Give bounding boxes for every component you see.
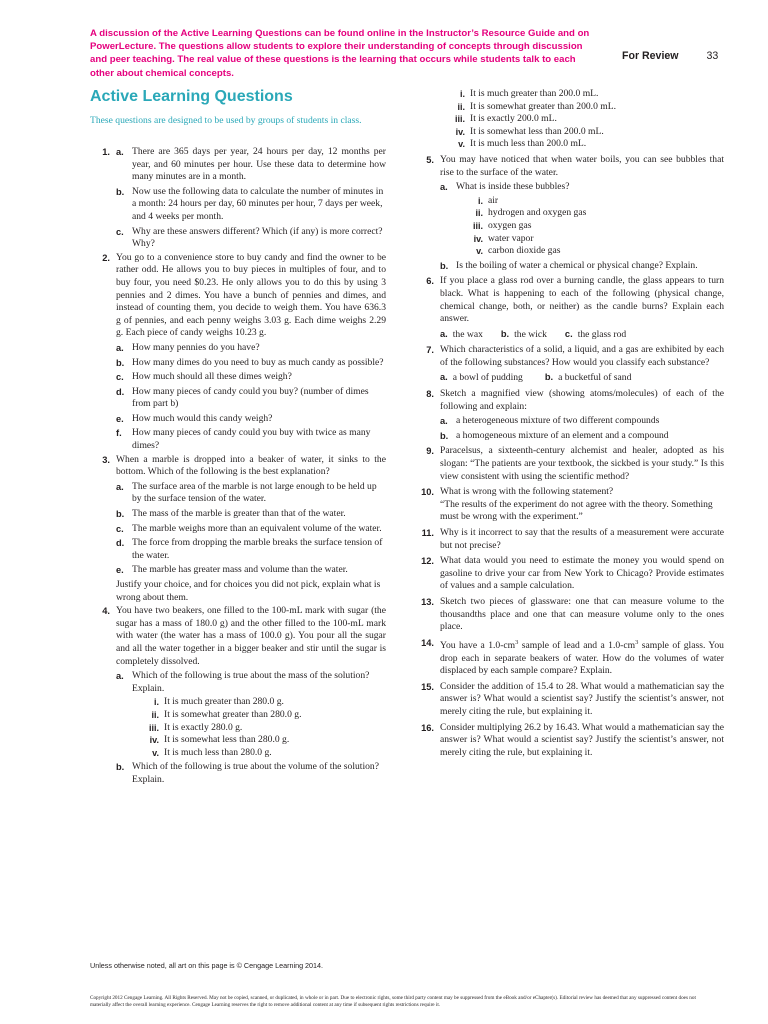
option-text: oxygen gas [488, 219, 532, 231]
part-text: Now use the following data to calculate the number of minutes in a month: 24 hours per day, 60 minutes per hour, 7 days per week, and 4 weeks per month. [132, 185, 384, 222]
question-part [116, 371, 386, 384]
option-item [468, 220, 724, 233]
part-label: a. [440, 328, 448, 339]
inline-parts [440, 328, 724, 342]
option-text: hydrogen and oxygen gas [488, 207, 587, 219]
question-14 [414, 637, 724, 678]
question-text: What data would you need to estimate the money you would spend on gasoline to drive your car from New York to Chicago? Provide estimates of values and a sample calculation. [440, 555, 724, 592]
part-label: b. [116, 509, 125, 520]
option-text: It is somewhat greater than 280.0 g. [164, 708, 302, 720]
question-text: Which characteristics of a solid, a liquid, and a gas are exhibited by each of the following substances? How would you classify each substance? [440, 344, 724, 368]
option-item [144, 709, 386, 722]
option-label: i. [477, 195, 483, 206]
part-text: How many pennies do you have? [132, 341, 260, 353]
question-text-part: sample of glass. You drop each in separate beakers of water. How do the volumes of water displaced by each sample compare? Explain. [440, 639, 724, 677]
question-text: Consider multiplying 26.2 by 16.43. What would a mathematician say the answer is? What would a scientist say? Justify the scientist’s answer, not merely citing the rule, but explaining it. [440, 721, 724, 758]
part-text: How much would this candy weigh? [132, 412, 273, 424]
part-label: a. [116, 671, 124, 682]
right-column [414, 88, 724, 760]
question-part [116, 386, 386, 411]
running-head [622, 50, 718, 62]
option-label: ii. [457, 101, 465, 112]
question-number: 7. [426, 345, 434, 356]
part-label: f. [116, 428, 122, 439]
part-label: e. [116, 565, 124, 576]
part-label: a. [116, 481, 124, 492]
question-part [440, 430, 724, 443]
option-text: It is somewhat greater than 200.0 mL. [470, 100, 617, 112]
option-item [144, 734, 386, 747]
question-part [116, 146, 386, 184]
question-number: 12. [421, 556, 434, 567]
question-part [440, 181, 724, 258]
question-part [116, 564, 386, 577]
part-text: a bowl of pudding [452, 372, 523, 384]
option-item [144, 696, 386, 709]
part-text: Which of the following is true about the mass of the solution? Explain. [132, 670, 370, 694]
part-label: a. [440, 372, 448, 383]
question-6 [414, 275, 724, 341]
question-number: 13. [421, 596, 434, 607]
question-8 [414, 388, 724, 442]
part-text: Is the boiling of water a chemical or physical change? Explain. [456, 259, 698, 271]
option-label: iv. [455, 126, 465, 137]
option-item [450, 101, 724, 114]
part-label: a. [440, 182, 448, 193]
question-part [116, 413, 386, 426]
option-label: iii. [454, 114, 465, 125]
question-number: 8. [426, 389, 434, 400]
instructor-note: A discussion of the Active Learning Questions can be found online in the Instructor’s Resource Guide and on PowerLecture. The questions allow students to explore their understanding of concepts through discussion and peer teaching. The real value of these questions is the learning that occurs while students talk to each other about chemical concepts. [90, 28, 590, 79]
question-quote: “The results of the experiment do not agree with the theory. Something must be wrong with the experiment.” [440, 498, 713, 523]
question-2 [90, 252, 386, 453]
part-label: c. [116, 226, 124, 237]
option-item [144, 722, 386, 735]
superscript: 3 [635, 638, 639, 646]
question-part [116, 186, 386, 224]
question-9 [414, 445, 724, 483]
option-item [450, 126, 724, 139]
question-number: 16. [421, 722, 434, 733]
question-text: Sketch two pieces of glassware: one that can measure volume to the thousandths place and one that can measure volume only to the ones place. [440, 595, 724, 633]
question-5 [414, 154, 724, 272]
question-text: You may have noticed that when water boils, you can see bubbles that rise to the surface of the water. [440, 153, 724, 178]
question-4 [90, 605, 386, 786]
option-text: water vapor [488, 232, 534, 244]
question-number: 3. [102, 454, 110, 465]
question-13 [414, 596, 724, 634]
question-part [440, 260, 724, 273]
part-text: The mass of the marble is greater than that of the water. [132, 508, 346, 520]
question-part [116, 670, 386, 759]
option-label: iii. [472, 220, 483, 231]
part-label: c. [116, 372, 124, 383]
part-label: a. [116, 342, 124, 353]
question-16 [414, 722, 724, 760]
question-part [116, 523, 386, 536]
left-column [90, 146, 386, 788]
question-number: 2. [102, 252, 110, 263]
question-10 [414, 486, 724, 524]
question-part [116, 508, 386, 521]
question-text: Why is it incorrect to say that the results of a measurement were accurate but not precise? [440, 527, 724, 551]
question-11 [414, 527, 724, 552]
part-label: b. [440, 430, 449, 441]
option-list [468, 195, 724, 258]
option-text: It is much less than 200.0 mL. [470, 138, 587, 150]
part-text: How many pieces of candy could you buy with twice as many dimes? [132, 427, 371, 452]
section-title: Active Learning Questions [90, 88, 293, 105]
part-text: How many pieces of candy could you buy? (number of dimes from part b) [132, 385, 369, 410]
option-text: It is exactly 280.0 g. [164, 721, 243, 733]
question-text-part: sample of lead and a 1.0-cm [518, 639, 636, 651]
part-text: The marble has greater mass and volume than the water. [132, 564, 348, 576]
option-text: It is somewhat less than 280.0 g. [164, 734, 290, 746]
part-text: The force from dropping the marble breaks the surface tension of the water. [132, 537, 383, 561]
question-part [116, 537, 386, 562]
part-label: d. [116, 538, 125, 549]
question-part [116, 761, 386, 786]
option-text: It is much greater than 200.0 mL. [470, 88, 599, 99]
part-label: a. [440, 416, 448, 427]
part-text: The marble weighs more than an equivalent volume of the water. [132, 522, 382, 534]
option-item [450, 113, 724, 126]
part-label: b. [440, 260, 449, 271]
part-label: b. [116, 186, 125, 197]
question-number: 14. [421, 637, 434, 648]
option-list [144, 696, 386, 759]
part-text: the wick [514, 328, 547, 340]
question-part [116, 427, 386, 452]
question-text: Sketch a magnified view (showing atoms/molecules) of each of the following and explain: [440, 388, 724, 412]
part-text: What is inside these bubbles? [456, 181, 570, 193]
part-text: How many dimes do you need to buy as much candy as possible? [132, 356, 384, 368]
option-label: iv. [149, 735, 159, 746]
question-followup: Justify your choice, and for choices you did not pick, explain what is wrong about them. [116, 579, 381, 603]
inline-part [545, 371, 632, 385]
question-text-part: You have a 1.0-cm [440, 639, 516, 651]
question-part [440, 415, 724, 428]
part-text: The surface area of the marble is not large enough to be held up by the surface tension of the water. [132, 480, 377, 505]
inline-part [440, 371, 523, 385]
question-1 [90, 146, 386, 251]
question-number: 10. [421, 487, 434, 498]
question-text [440, 637, 724, 678]
part-text: How much should all these dimes weigh? [132, 371, 292, 383]
option-label: ii. [475, 208, 483, 219]
question-part [116, 342, 386, 355]
part-text: the glass rod [577, 328, 627, 340]
question-part [116, 481, 386, 506]
question-text: What is wrong with the following statement? [440, 486, 614, 498]
option-label: i. [153, 697, 159, 708]
option-text: It is much greater than 280.0 g. [164, 696, 284, 708]
part-label: a. [116, 147, 124, 157]
question-part [116, 226, 386, 251]
inline-part [501, 328, 547, 342]
part-text: There are 365 days per year, 24 hours per day, 12 months per year, and 60 minutes per hour. Use these data to determine how many minutes are in a month. [132, 146, 386, 183]
inline-parts [440, 371, 724, 385]
running-head-section: For Review [622, 50, 679, 62]
question-12 [414, 555, 724, 593]
option-item [144, 747, 386, 760]
option-item [468, 233, 724, 246]
option-label: iii. [148, 722, 159, 733]
part-label: b. [116, 762, 125, 773]
part-label: c. [564, 328, 573, 339]
part-text: Which of the following is true about the volume of the solution? Explain. [132, 761, 379, 785]
question-text: Consider the addition of 15.4 to 28. What would a mathematician say the answer is? What would a scientist say? Justify the scientist’s answer, not merely citing the rule, but explaining it. [440, 680, 724, 717]
question-text: You have two beakers, one filled to the 100-mL mark with sugar (the sugar has a mass of 180.0 g) and the other filled to the 100-mL mark with water (the water has a mass of 100.0 g). You pour all the sugar and all the water together in a bigger beaker and stir until the sugar is completely dissolved. [116, 605, 386, 667]
option-text: carbon dioxide gas [488, 245, 561, 257]
question-text: You go to a convenience store to buy candy and find the owner to be rather odd. He allows you to buy pieces in multiples of four, and to buy four, you need $0.23. He only allows you to do this by using 3 pennies and 2 dimes. You have a bunch of pennies and dimes, and instead of counting them, you decide to weigh them. You have 636.3 g of pennies, and each penny weighs 3.03 g. Each dime weighs 2.29 g. Each piece of candy weighs 10.23 g. [116, 251, 386, 339]
question-text: Paracelsus, a sixteenth-century alchemist and healer, adopted as his slogan: “The patients are your textbook, the sickbed is your study.” Is this view consistent with using the scientific method? [440, 445, 724, 482]
section-intro: These questions are designed to be used by groups of students in class. [90, 115, 362, 126]
option-text: air [488, 194, 499, 206]
option-label: i. [459, 89, 465, 99]
question-text: When a marble is dropped into a beaker of water, it sinks to the bottom. Which of the following is the best explanation? [116, 453, 386, 478]
option-item [450, 88, 724, 101]
part-label: d. [116, 386, 125, 397]
option-item [450, 138, 724, 151]
question-number: 6. [426, 276, 434, 287]
part-label: b. [500, 328, 510, 339]
option-list-continued [450, 88, 724, 151]
question-number: 15. [421, 681, 434, 692]
option-item [468, 195, 724, 208]
question-number: 9. [426, 446, 434, 457]
part-label: b. [116, 357, 125, 368]
part-label: e. [116, 413, 124, 424]
page-number: 33 [706, 50, 719, 62]
copyright-notice: Copyright 2012 Cengage Learning. All Rights Reserved. May not be copied, scanned, or duplicated, in whole or in part. Due to electronic rights, some third party content may be suppressed from the eBook and/or eChapter(s). Editorial review has deemed that any suppressed content does not materially affect the overall learning experience. Cengage Learning reserves the right to remove additional content at any time if subsequent rights restrictions require it. [90, 995, 696, 1009]
option-item [468, 207, 724, 220]
question-15 [414, 681, 724, 719]
question-number: 4. [102, 606, 110, 617]
part-text: Why are these answers different? Which (if any) is more correct? Why? [132, 225, 383, 250]
superscript: 3 [515, 638, 519, 646]
part-text: a bucketful of sand [558, 372, 632, 384]
part-text: the wax [452, 328, 483, 340]
inline-part [565, 328, 626, 342]
option-text: It is somewhat less than 200.0 mL. [470, 125, 604, 137]
option-item [468, 245, 724, 258]
option-label: ii. [151, 709, 159, 720]
option-text: It is much less than 280.0 g. [164, 746, 272, 758]
part-text: a homogeneous mixture of an element and a compound [456, 429, 669, 441]
question-number: 11. [421, 528, 434, 538]
option-text: It is exactly 200.0 mL. [470, 113, 557, 125]
option-label: iv. [473, 233, 483, 244]
part-label: b. [544, 372, 554, 383]
question-7 [414, 344, 724, 385]
question-part [116, 357, 386, 370]
inline-part [440, 328, 483, 342]
part-label: c. [116, 523, 124, 534]
art-credit: Unless otherwise noted, all art on this page is © Cengage Learning 2014. [90, 961, 324, 970]
question-3 [90, 454, 386, 605]
option-label: v. [458, 139, 465, 150]
question-number: 1. [102, 147, 110, 157]
question-number: 5. [426, 154, 434, 165]
part-text: a heterogeneous mixture of two different compounds [456, 415, 660, 427]
option-label: v. [152, 747, 159, 758]
option-label: v. [476, 246, 483, 257]
question-text: If you place a glass rod over a burning candle, the glass appears to turn black. What is happening to each of the following (physical change, chemical change, both, or neither) as the candle burns? Explain each answer. [440, 275, 724, 325]
